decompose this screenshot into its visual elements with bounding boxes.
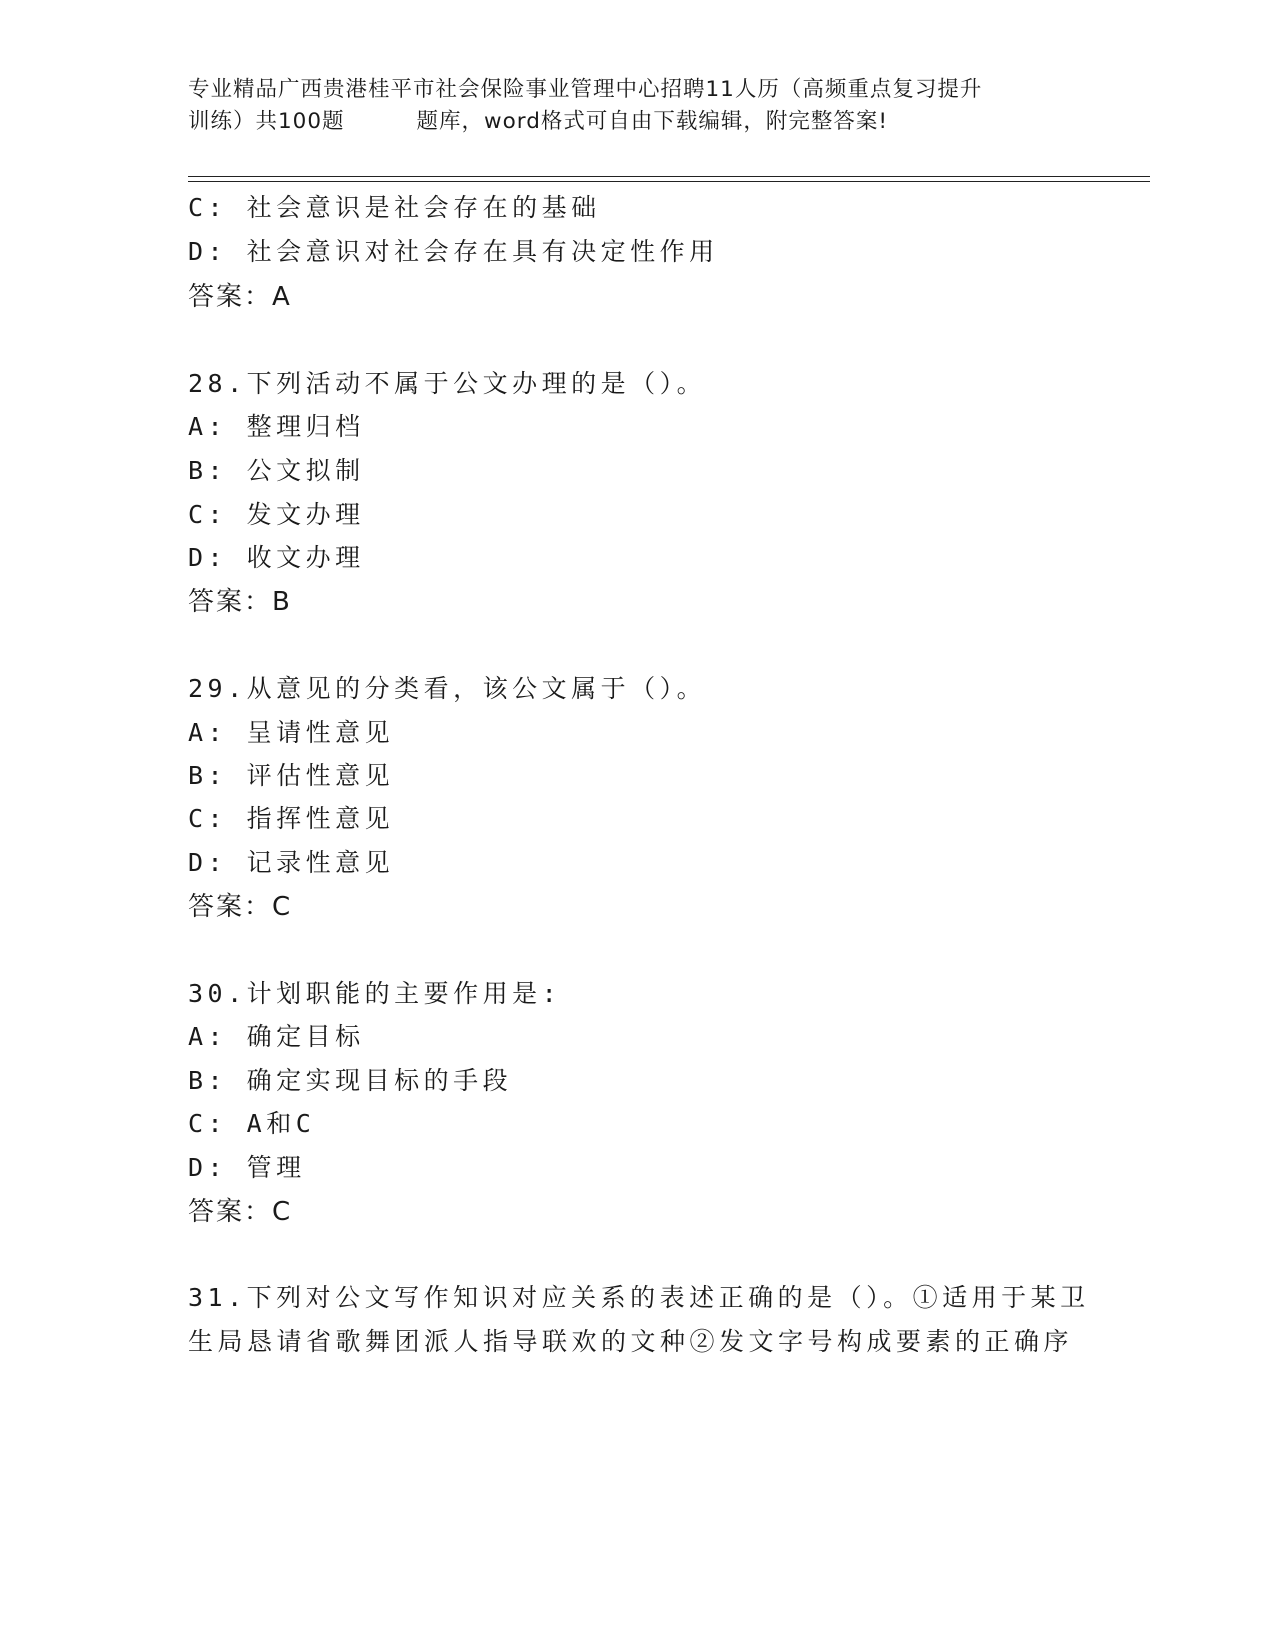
q28-option-c: C: 发文办理 xyxy=(188,500,365,529)
header-divider-top xyxy=(188,176,1150,177)
prev-option-d: D: 社会意识对社会存在具有决定性作用 xyxy=(188,237,719,266)
q29-answer: 答案：C xyxy=(188,892,293,922)
q28-option-a: A: 整理归档 xyxy=(188,412,365,441)
q30-question: 30.计划职能的主要作用是: xyxy=(188,979,562,1008)
q30-option-d: D: 管理 xyxy=(188,1153,306,1182)
q31-question-line-2: 生局恳请省歌舞团派人指导联欢的文种②发文字号构成要素的正确序 xyxy=(188,1327,1074,1356)
header-divider-bottom xyxy=(188,181,1150,182)
q29-option-a: A: 呈请性意见 xyxy=(188,718,395,747)
q30-option-a: A: 确定目标 xyxy=(188,1022,365,1051)
q29-option-d: D: 记录性意见 xyxy=(188,848,395,877)
q28-option-b: B: 公文拟制 xyxy=(188,456,365,485)
q30-answer: 答案：C xyxy=(188,1197,293,1227)
q29-option-b: B: 评估性意见 xyxy=(188,761,395,790)
q29-option-c: C: 指挥性意见 xyxy=(188,804,395,833)
q28-answer: 答案：B xyxy=(188,587,292,617)
document-header xyxy=(188,74,1088,138)
header-title-line-2-part-a: 训练）共100题 xyxy=(188,109,345,134)
header-title-line-2 xyxy=(188,106,1088,138)
prev-answer: 答案：A xyxy=(188,282,292,312)
q30-option-b: B: 确定实现目标的手段 xyxy=(188,1066,513,1095)
header-title-line-1: 专业精品广西贵港桂平市社会保险事业管理中心招聘11人历（高频重点复习提升 xyxy=(188,77,983,102)
q29-question: 29.从意见的分类看，该公文属于（）。 xyxy=(188,674,707,703)
q28-question: 28.下列活动不属于公文办理的是（）。 xyxy=(188,369,707,398)
prev-option-c: C: 社会意识是社会存在的基础 xyxy=(188,193,601,222)
q30-option-c: C: A和C xyxy=(188,1109,316,1138)
q31-question-line-1: 31.下列对公文写作知识对应关系的表述正确的是（）。①适用于某卫 xyxy=(188,1283,1090,1312)
q28-option-d: D: 收文办理 xyxy=(188,543,365,572)
header-title-line-2-part-b: 题库，word格式可自由下载编辑，附完整答案! xyxy=(416,109,889,134)
